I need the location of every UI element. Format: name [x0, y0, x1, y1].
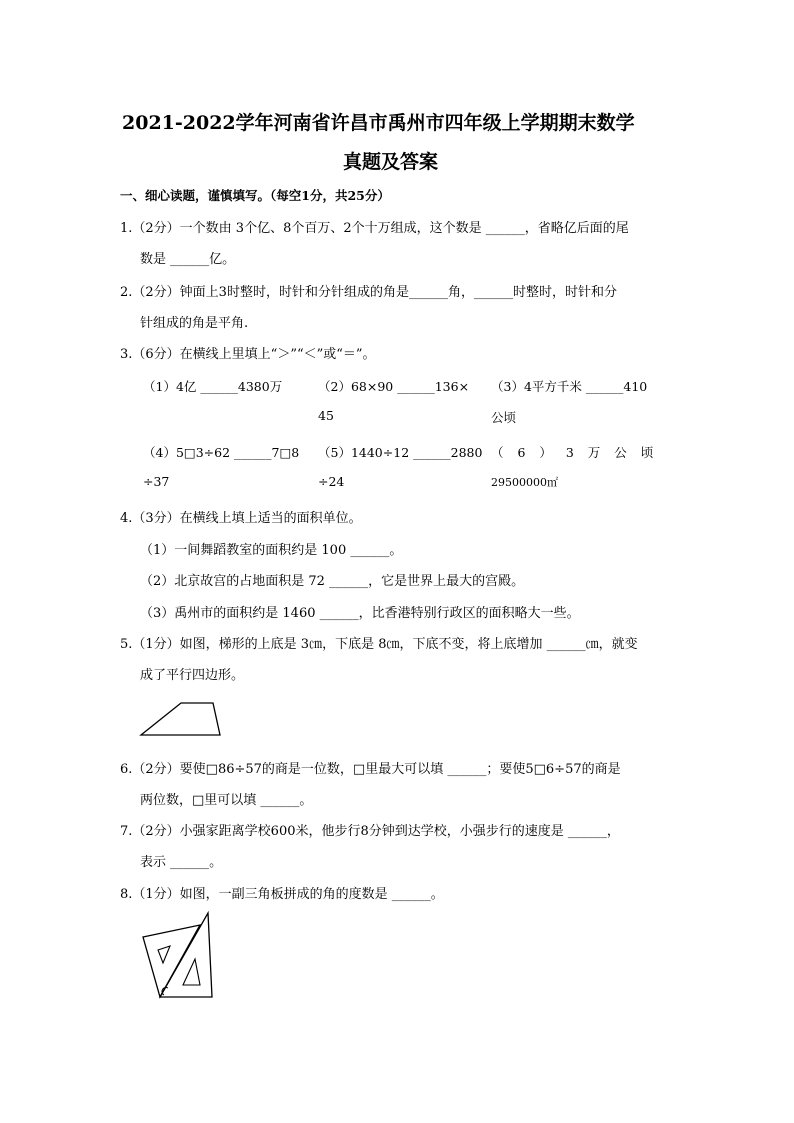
question-4-sub-1: （1）一间舞蹈教室的面积约是 100 ______。 [140, 543, 403, 558]
trapezoid-figure [138, 700, 224, 740]
question-5-line-1: 5.（1分）如图，梯形的上底是 3㎝，下底是 8㎝，下底不变，将上底增加 ______㎝，就变 [120, 637, 638, 652]
question-7-line-2: 表示 ______。 [140, 855, 223, 870]
triangle-rulers-figure [138, 905, 220, 1005]
question-3-item-6: （ 6 ） 3 万 公 顷 [491, 445, 654, 460]
title-line-2: 真题及答案 [343, 151, 439, 173]
question-3-item-3-cont: 公顷 [491, 410, 517, 425]
question-7-line-1: 7.（2分）小强家距离学校600米，他步行8分钟到达学校，小强步行的速度是 ______， [120, 824, 620, 839]
title-line-1: 2021-2022学年河南省许昌市禹州市四年级上学期期末数学 [122, 112, 635, 134]
question-3-item-3: （3）4平方千米 ______410 [491, 379, 648, 394]
question-3-item-4: （4）5□3÷62 ______7□8 [143, 445, 300, 460]
question-3-item-6-cont: 29500000㎡ [491, 476, 558, 489]
question-6-line-2: 两位数，□里可以填 ______。 [140, 793, 313, 808]
question-1-line-2: 数是 ______亿。 [140, 252, 236, 267]
question-3-item-5-cont: ÷24 [318, 474, 345, 489]
question-1-line-1: 1.（2分）一个数由 3个亿、8个百万、2个十万组成，这个数是 ______，省略亿后面的尾 [120, 221, 629, 236]
question-4-sub-3: （3）禹州市的面积约是 1460 ______，比香港特别行政区的面积略大一些。 [140, 606, 580, 621]
question-2-line-1: 2.（2分）钟面上3时整时，时针和分针组成的角是______角，______时整时，时针和分 [120, 285, 617, 300]
question-3-item-5: （5）1440÷12 ______2880 [318, 445, 483, 460]
question-4-sub-2: （2）北京故宫的占地面积是 72 ______，它是世界上最大的宫殿。 [140, 574, 525, 589]
question-3-item-1: （1）4亿 ______4380万 [143, 379, 283, 394]
question-2-line-2: 针组成的角是平角. [140, 316, 249, 331]
question-6-line-1: 6.（2分）要使□86÷57的商是一位数，□里最大可以填 ______；要使5□6÷57的商是 [120, 762, 621, 777]
question-3-item-2-cont: 45 [318, 408, 334, 423]
question-3-stem: 3.（6分）在横线上里填上“＞”“＜”或“＝”。 [120, 347, 376, 362]
question-4-stem: 4.（3分）在横线上填上适当的面积单位。 [120, 511, 362, 526]
question-5-line-2: 成了平行四边形。 [140, 668, 245, 683]
section-heading: 一、细心读题，谨慎填写。（每空1分，共25分） [120, 188, 390, 203]
question-3-item-2: （2）68×90 ______136× [318, 379, 470, 394]
question-8-line-1: 8.（1分）如图，一副三角板拼成的角的度数是 ______。 [120, 887, 444, 902]
question-3-item-4-cont: ÷37 [143, 474, 170, 489]
